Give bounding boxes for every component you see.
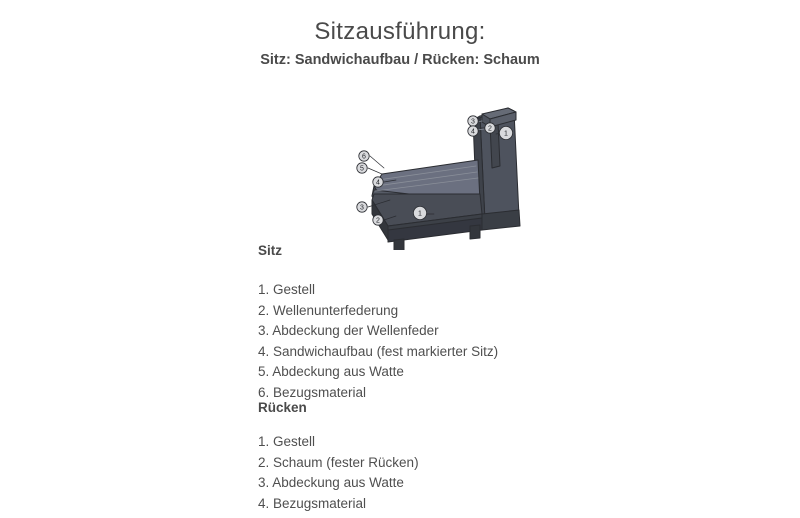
list-item: 2. Schaum (fester Rücken) xyxy=(258,454,419,470)
section-heading-back: Rücken xyxy=(258,400,307,415)
list-item: 1. Gestell xyxy=(258,434,316,449)
callout-label-back-3: 3 xyxy=(471,118,475,126)
section-list-back xyxy=(258,432,419,514)
armchair-svg xyxy=(330,90,560,250)
callout-label-back-4: 4 xyxy=(471,128,475,136)
list-item: 1. Gestell xyxy=(258,282,316,297)
page-title: Sitzausführung: xyxy=(314,18,486,45)
section-list-seat xyxy=(258,280,498,403)
callout-label-seat-3: 3 xyxy=(360,204,364,212)
section-heading-seat: Sitz xyxy=(258,243,283,258)
page-subtitle: Sitz: Sandwichaufbau / Rücken: Schaum xyxy=(260,52,540,68)
list-item: 2. Wellenunterfederung xyxy=(258,302,399,318)
callout-label-seat-4: 4 xyxy=(376,179,380,187)
list-item: 4. Sandwichaufbau (fest markierter Sitz) xyxy=(258,343,499,359)
callout-label-back-2: 2 xyxy=(488,125,492,133)
list-item: 3. Abdeckung aus Watte xyxy=(258,475,404,490)
callout-label-back-1: 1 xyxy=(504,130,508,138)
callout-label-seat-5: 5 xyxy=(360,165,364,173)
callout-label-seat-6: 6 xyxy=(362,153,366,161)
list-item: 6. Bezugsmaterial xyxy=(258,384,367,400)
armchair-illustration xyxy=(330,90,560,250)
list-item: 3. Abdeckung der Wellenfeder xyxy=(258,323,439,338)
list-item: 4. Bezugsmaterial xyxy=(258,495,367,511)
callout-label-seat-2: 2 xyxy=(376,217,380,225)
list-item: 5. Abdeckung aus Watte xyxy=(258,364,404,379)
callout-label-seat-1: 1 xyxy=(418,210,422,218)
